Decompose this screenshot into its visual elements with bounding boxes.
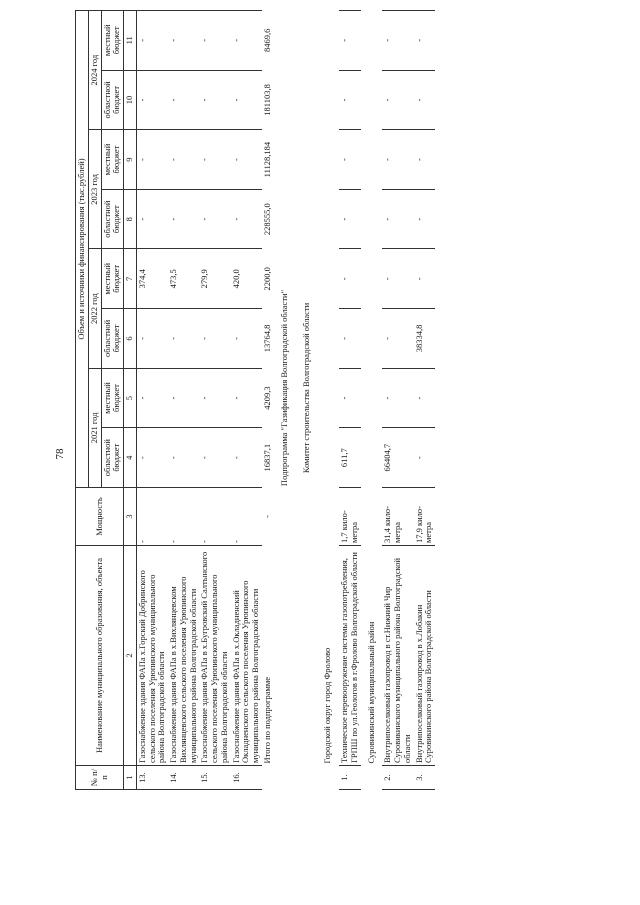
subtotal-value: 228555,0 — [262, 203, 273, 236]
row-number: 15. — [199, 766, 230, 790]
district-title: Городской округ город Фролово — [322, 647, 333, 764]
col-capacity-header: Мощность — [76, 488, 124, 546]
funding-value: 279,9 — [199, 249, 230, 309]
funding-value: - — [414, 130, 436, 190]
funding-value: - — [339, 368, 361, 428]
row-number: 3. — [414, 766, 436, 790]
funding-value: - — [136, 70, 168, 130]
section-row — [296, 11, 318, 790]
spacer-cell — [361, 766, 383, 790]
regional-header: областной бюджет — [101, 189, 124, 249]
funding-value: 38334,8 — [414, 309, 436, 369]
column-number: 7 — [124, 249, 137, 309]
year-header: 2023 год — [88, 130, 101, 249]
section-row — [361, 11, 383, 790]
funding-value: - — [382, 70, 413, 130]
funding-value: - — [168, 368, 199, 428]
funding-header: Объем и источники финансирования (тыс.рублей) — [76, 11, 89, 488]
funding-value: - — [339, 70, 361, 130]
funding-value: - — [199, 70, 230, 130]
table-row — [382, 11, 413, 790]
funding-table — [75, 10, 435, 790]
funding-value: - — [168, 70, 199, 130]
regional-header: областной бюджет — [101, 428, 124, 488]
column-number: 1 — [124, 766, 137, 790]
column-number: 9 — [124, 130, 137, 190]
capacity-value: 1,7 кило-метра — [339, 488, 361, 546]
table-body — [136, 11, 435, 790]
capacity-value: - — [262, 515, 273, 518]
capacity-value: - — [168, 488, 199, 546]
year-header: 2021 год — [88, 368, 101, 487]
object-name: Внутрипоселковый газопровод в ст.Нижний Чир Суровикинского муниципального района Волгоградской области — [382, 546, 413, 766]
column-number: 10 — [124, 70, 137, 130]
column-number: 11 — [124, 11, 137, 71]
funding-value: - — [382, 189, 413, 249]
object-name: Техническое перевооружение системы газопотребления, ГРПШ по ул.Геологов в г.Фролово Волгоградской области — [339, 546, 361, 766]
row-number: 13. — [136, 766, 168, 790]
capacity-value: - — [136, 488, 168, 546]
funding-value: - — [136, 428, 168, 488]
local-header: местный бюджет — [101, 368, 124, 428]
subtotal-value: 2200,0 — [262, 267, 273, 291]
spacer-cell — [296, 766, 318, 790]
funding-value: - — [382, 309, 413, 369]
column-number-row — [124, 11, 137, 790]
funding-value: - — [168, 189, 199, 249]
funding-value: - — [168, 130, 199, 190]
funding-value: - — [168, 309, 199, 369]
local-header: местный бюджет — [101, 249, 124, 309]
capacity-value: 31,4 кило-метра — [382, 488, 413, 546]
year-header: 2024 год — [88, 11, 101, 130]
funding-value: - — [136, 11, 168, 71]
row-number: 1. — [339, 766, 361, 790]
funding-value: - — [136, 189, 168, 249]
funding-value: - — [231, 70, 262, 130]
column-number: 4 — [124, 428, 137, 488]
page-number: 78 — [54, 448, 66, 460]
funding-value: 420,0 — [231, 249, 262, 309]
spacer-cell — [317, 766, 339, 790]
year-header: 2022 год — [88, 249, 101, 368]
committee-title: Комитет строительства Волгоградской области — [300, 302, 311, 474]
section-row — [317, 11, 339, 790]
funding-value: - — [414, 428, 436, 488]
subtotal-label: Итого по подпрограмме — [262, 676, 273, 764]
subtotal-value: 11128,184 — [262, 141, 273, 178]
funding-value: - — [414, 189, 436, 249]
regional-header: областной бюджет — [101, 309, 124, 369]
col-num-header: № п/п — [76, 766, 124, 790]
funding-value: - — [231, 130, 262, 190]
row-number: 2. — [382, 766, 413, 790]
object-name: Газоснабжение здания ФАПа х.Горский Добринского сельского поселения Урюпинского муниципального района Волгоградской области — [136, 546, 168, 766]
table-row — [414, 11, 436, 790]
funding-value: - — [231, 368, 262, 428]
funding-value: - — [414, 70, 436, 130]
funding-value: - — [382, 368, 413, 428]
funding-value: - — [199, 368, 230, 428]
column-number: 6 — [124, 309, 137, 369]
rotated-document — [75, 10, 585, 790]
funding-value: 611,7 — [339, 428, 361, 488]
funding-value: - — [199, 309, 230, 369]
spacer-cell — [274, 766, 296, 790]
district-title: Суровикинский муниципальный район — [365, 621, 376, 764]
subtotal-value: 4209,3 — [262, 386, 273, 410]
table-row — [136, 11, 168, 790]
funding-value: - — [414, 11, 436, 71]
funding-value: 66404,7 — [382, 428, 413, 488]
section-row — [274, 11, 296, 790]
subprogram-title: Подпрограмма "Газификация Волгоградской области" — [278, 289, 289, 487]
table-row — [231, 11, 262, 790]
funding-value: - — [199, 130, 230, 190]
table-row — [339, 11, 361, 790]
funding-value: - — [414, 249, 436, 309]
subtotal-value: 13764,8 — [262, 324, 273, 353]
object-name: Газоснабжение здания ФАПа в х.Вихлянцевском Вихлянцевского сельского поселения Урюпинского муниципального района Волгоградской области — [168, 546, 199, 766]
funding-value: - — [199, 428, 230, 488]
column-number: 8 — [124, 189, 137, 249]
funding-value: - — [231, 309, 262, 369]
funding-value: - — [382, 130, 413, 190]
funding-value: - — [136, 368, 168, 428]
column-number: 5 — [124, 368, 137, 428]
row-number: 16. — [231, 766, 262, 790]
funding-value: 473,5 — [168, 249, 199, 309]
col-name-header: Наименование муниципального образования, объекта — [76, 546, 124, 766]
capacity-value: 17,9 кило-метра — [414, 488, 436, 546]
funding-value: - — [382, 249, 413, 309]
column-number: 2 — [124, 546, 137, 766]
funding-value: - — [168, 428, 199, 488]
funding-value: - — [339, 309, 361, 369]
row-number: 14. — [168, 766, 199, 790]
funding-value: - — [339, 11, 361, 71]
funding-value: - — [168, 11, 199, 71]
subtotal-row — [262, 11, 274, 790]
funding-value: 374,4 — [136, 249, 168, 309]
funding-value: - — [414, 368, 436, 428]
object-name: Газоснабжение здания ФАПа в х.Окладненский Окладненского сельского поселения Урюпинского муниципального района Волгоградской области — [231, 546, 262, 766]
funding-value: - — [136, 309, 168, 369]
local-header: местный бюджет — [101, 130, 124, 190]
table-row — [199, 11, 230, 790]
funding-value: - — [136, 130, 168, 190]
funding-value: - — [231, 11, 262, 71]
funding-value: - — [339, 249, 361, 309]
funding-value: - — [199, 11, 230, 71]
subtotal-value: 8469,6 — [262, 28, 273, 52]
funding-value: - — [339, 130, 361, 190]
funding-value: - — [339, 189, 361, 249]
table-row — [168, 11, 199, 790]
funding-value: - — [199, 189, 230, 249]
funding-value: - — [231, 189, 262, 249]
subtotal-value: 181103,8 — [262, 84, 273, 116]
funding-value: - — [231, 428, 262, 488]
object-name: Внутрипоселковый газопровод в х.Лобакин Суровикинского района Волгоградской области — [414, 546, 436, 766]
spacer-cell — [262, 766, 274, 790]
column-number: 3 — [124, 488, 137, 546]
regional-header: областной бюджет — [101, 70, 124, 130]
object-name: Газоснабжение здания ФАПа в х.Бугровский Салтынского сельского поселения Урюпинского муниципального района Волгоградской области — [199, 546, 230, 766]
local-header: местный бюджет — [101, 11, 124, 71]
subtotal-value: 16837,1 — [262, 443, 273, 472]
funding-value: - — [382, 11, 413, 71]
capacity-value: - — [199, 488, 230, 546]
capacity-value: - — [231, 488, 262, 546]
